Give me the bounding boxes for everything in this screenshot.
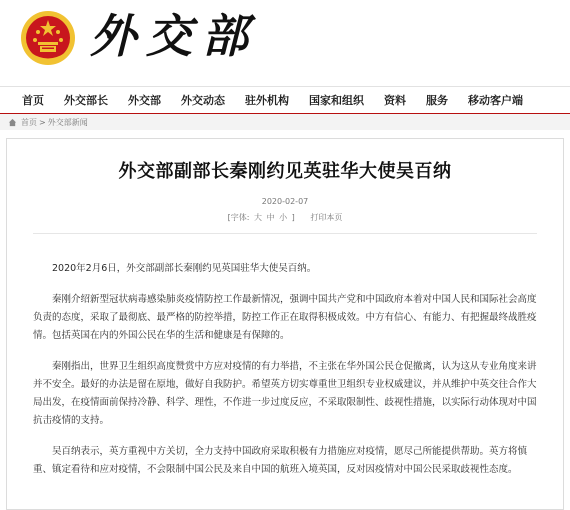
breadcrumb: [0, 114, 570, 130]
nav-item-minister[interactable]: 外交部长: [64, 94, 108, 107]
breadcrumb-separator: >: [39, 117, 46, 127]
site-header: [0, 0, 570, 86]
article-panel: [6, 138, 564, 510]
article-paragraph: 吴百纳表示，英方重视中方关切，全力支持中国政府采取积极有力措施应对疫情，愿尽己所能提供帮助。英方将慎重、镇定看待和应对疫情，不会限制中国公民及来自中国的航班入境英国，反对因疫情对中国公民采取歧视性态度。: [33, 446, 528, 475]
nav-item-resources[interactable]: 资料: [384, 94, 406, 107]
article-title: 外交部副部长秦刚约见英驻华大使吴百纳: [118, 161, 452, 182]
article-paragraph: 秦刚介绍新型冠状病毒感染肺炎疫情防控工作最新情况，强调中国共产党和中国政府本着对中国人民和国际社会高度负责的态度，采取了最彻底、最严格的防控举措，防控工作正在取得积极成效。中方有信心、有能力、有把握最终战胜疫情。包括英国在内的外国公民在华的生活和健康是有保障的。: [33, 294, 537, 341]
breadcrumb-section-link[interactable]: 外交部新闻: [47, 117, 88, 127]
nav-item-mobile-app[interactable]: 移动客户端: [468, 94, 523, 107]
nav-item-services[interactable]: 服务: [426, 94, 448, 107]
font-medium-link[interactable]: 中: [266, 213, 275, 222]
font-small-link[interactable]: 小: [279, 213, 288, 222]
nav-item-missions-abroad[interactable]: 驻外机构: [245, 94, 289, 107]
print-page-link[interactable]: 打印本页: [310, 213, 343, 222]
article-date: 2020-02-07: [261, 197, 309, 206]
nav-item-ministry[interactable]: 外交部: [128, 94, 161, 107]
font-large-link[interactable]: 大: [254, 213, 263, 222]
article-divider: [33, 233, 537, 234]
font-size-label-close: ]: [291, 213, 295, 222]
site-logo-text[interactable]: 外交部: [90, 9, 258, 63]
article-paragraph: 秦刚指出，世界卫生组织高度赞赏中方应对疫情的有力举措，不主张在华外国公民仓促撤离，认为这从专业角度来讲并不安全。最好的办法是留在原地，做好自我防护。希望英方切实尊重世卫组织专业权威建议，并从维护中英交往合作大局出发，在疫情面前保持冷静、科学、理性，不作进一步过度反应，不采取限制性、歧视性措施，以实际行动体现对中国抗击疫情的支持。: [33, 361, 537, 426]
home-icon: [8, 118, 17, 127]
nav-item-home[interactable]: 首页: [22, 94, 44, 107]
breadcrumb-home-link[interactable]: 首页: [21, 117, 37, 127]
national-emblem-icon[interactable]: [20, 10, 76, 66]
nav-item-countries-organizations[interactable]: 国家和组织: [309, 94, 364, 107]
main-nav: [0, 86, 570, 115]
font-size-label-open: [字体:: [227, 213, 250, 222]
nav-item-diplomatic-news[interactable]: 外交动态: [181, 94, 225, 107]
article-tools: [7, 212, 563, 223]
article-paragraph: 2020年2月6日，外交部副部长秦刚约见英国驻华大使吴百纳。: [52, 263, 317, 274]
article-body: [33, 260, 537, 479]
